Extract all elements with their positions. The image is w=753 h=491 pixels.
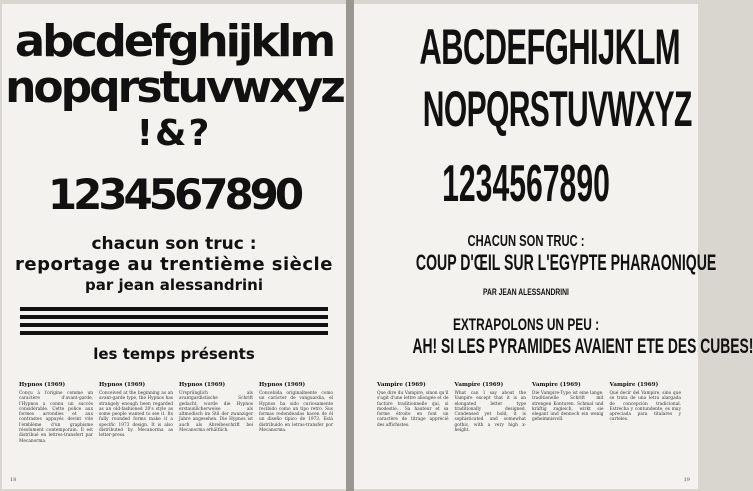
column-title: Vampire (1969) xyxy=(377,382,426,388)
left-byline: par jean alessandrini xyxy=(84,276,263,294)
text-column xyxy=(96,382,176,444)
right-page xyxy=(354,4,753,489)
column-body: Qué decir del Vampire, sino que se trata de una letra alargada de concepción tradicional. Estrecha y contundente, es muy apreciada para titulares y carteles. xyxy=(609,391,681,423)
column-title: Hypnos (1969) xyxy=(259,382,306,388)
column-title: Hypnos (1969) xyxy=(19,382,66,388)
stripe xyxy=(20,315,328,319)
column-body: Que dire du Vampire, sinon qu'il s'agit d'une lettre allongée et de facture traditionnelle qui, si modestie... Sa hauteur et sa forme étroite en font un caractère de titrage apprécié des affichistes. xyxy=(377,391,449,428)
left-text-columns xyxy=(16,382,336,444)
column-body: Conceived at the beginning as an avant-garde type, the Hypnos has strangely enough been regarded as an old-fashioned 20's style as some people wanted to see it. Its fully rounded forms make it a specific 1973 design. It is also distributed by Mecanorma as letter-press. xyxy=(99,391,173,439)
stripe xyxy=(20,323,328,327)
column-body: Ursprünglich als avantgardistische Schrift gedacht, wurde die Hypnos erstaunlicherweise als altmodisch im Stil der zwanziger Jahre angesehen. Die Hypnos ist auch als Abreibeschrift bei Mecanorma erhältlich. xyxy=(179,391,253,434)
page-gutter xyxy=(346,0,354,491)
stripe xyxy=(20,331,328,335)
right-heading-4: EXTRAPOLONS UN PEU : xyxy=(452,315,600,334)
text-column xyxy=(16,382,96,444)
column-body: What can I say about the Vampire except that it is an elongated letter type traditionally designed. Condensed yet bold, it is sophisticated and somewhat gothic, with a very high x-height. xyxy=(454,391,526,434)
text-column xyxy=(176,382,256,444)
right-byline: PAR JEAN ALESSANDRINI xyxy=(483,287,569,297)
left-heading-2: reportage au trentième siècle xyxy=(15,254,333,275)
les-temps-presents-logo: les temps présents xyxy=(93,345,255,363)
column-title: Vampire (1969) xyxy=(454,382,504,388)
column-body: Die Vampire-Type ist eine lange, traditionelle Schrift mit strengen Konturen. Schmal und kräftig zugleich, wirkt sie elegant und dennoch ein wenig geheimnisvoll. xyxy=(532,391,604,423)
column-body: Conçu à l'origine comme un caractère d'avant-garde, l'Hypnos a connu un succès considérable. Cette police aux formes arrondies et aux contrastes appuyés devint vite l'emblème d'un graphisme résolument contemporain. Il est distribué en lettres-transfert par Mecanorma. xyxy=(19,391,93,444)
uppercase-alphabet-row-1: ABCDEFGHIJKLM xyxy=(419,19,680,75)
text-column xyxy=(256,382,336,444)
stripe xyxy=(20,307,328,311)
lowercase-alphabet-row-1: abcdefghijklm xyxy=(14,16,334,67)
right-heading-5: AH! SI LES PYRAMIDES AVAIENT ETE DES CUBES! xyxy=(412,335,753,358)
numerals-specimen: 1234567890 xyxy=(47,170,301,219)
right-heading-1: CHACUN SON TRUC : xyxy=(467,233,585,250)
numerals-specimen-condensed: 1234567890 xyxy=(442,155,610,213)
text-column xyxy=(452,382,530,433)
left-page xyxy=(2,4,346,489)
page-number-right: 19 xyxy=(683,477,690,483)
column-title: Hypnos (1969) xyxy=(99,382,146,388)
lowercase-alphabet-row-2: nopqrstuvwxyz xyxy=(5,62,343,113)
page-number-left: 18 xyxy=(10,477,17,483)
right-text-columns xyxy=(374,382,684,433)
striped-rule xyxy=(20,307,328,339)
text-column xyxy=(529,382,607,433)
column-title: Vampire (1969) xyxy=(532,382,581,388)
text-column xyxy=(607,382,685,433)
left-heading-1: chacun son truc : xyxy=(91,234,257,254)
punctuation-specimen: !&? xyxy=(136,113,212,154)
right-heading-2: COUP D'ŒIL SUR L'EGYPTE PHARAONIQUE xyxy=(415,250,717,275)
column-body: Concebida originalmente como un carácter de vanguardia, el Hypnos ha sido curiosamente recibido como un tipo retro. Sus formas redondeadas hacen de él un diseño típico de 1973. Está distribuido en letras-transfer por Mecanorma. xyxy=(259,391,333,434)
column-title: Vampire (1969) xyxy=(609,382,659,388)
uppercase-alphabet-row-2: NOPQRSTUVWXYZ xyxy=(422,81,692,137)
text-column xyxy=(374,382,452,433)
column-title: Hypnos (1969) xyxy=(179,382,226,388)
